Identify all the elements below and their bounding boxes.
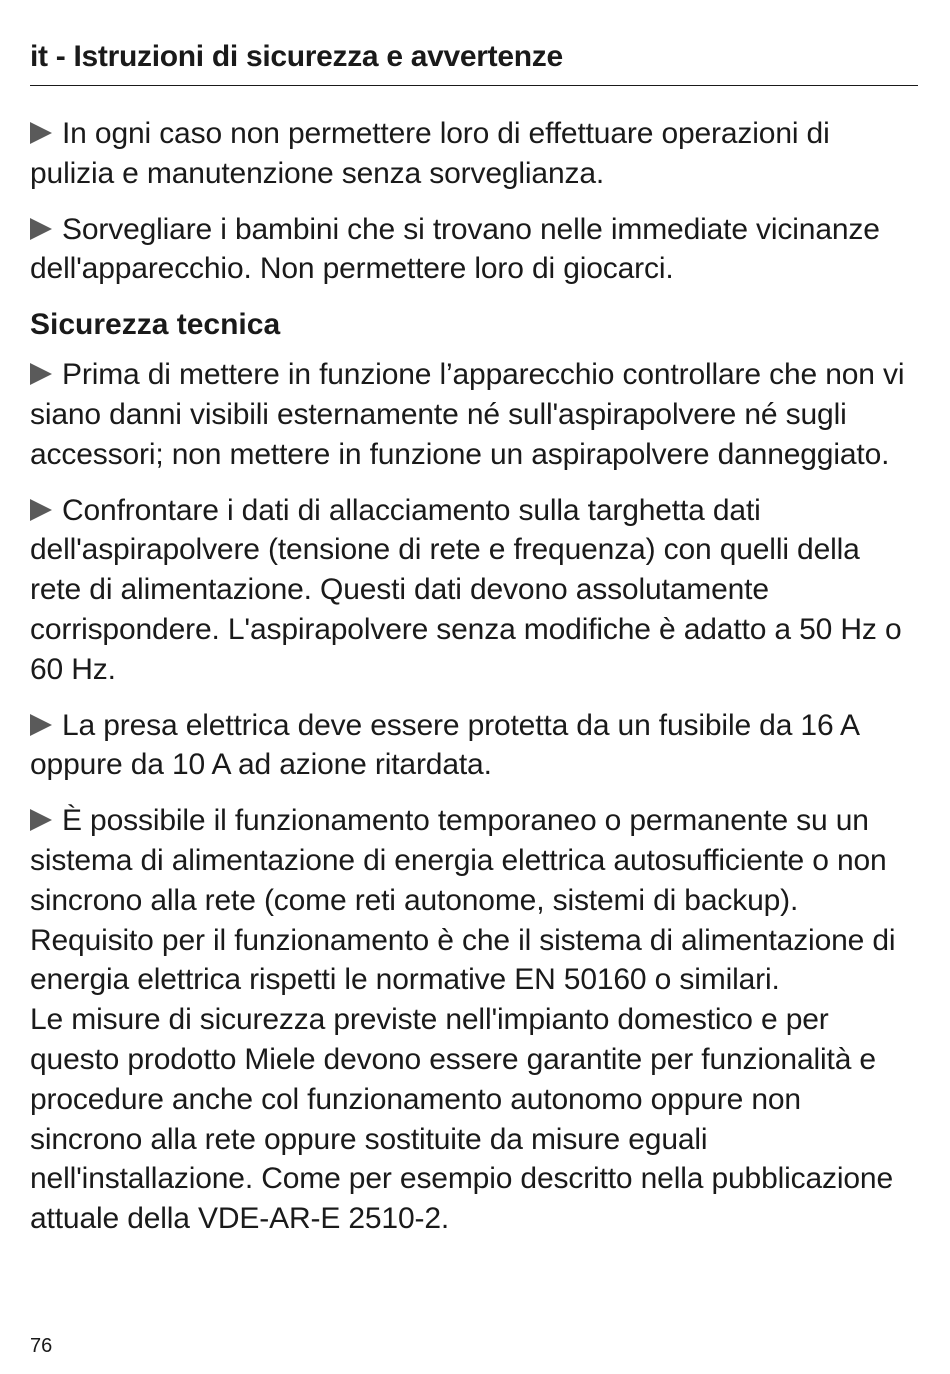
- instruction-paragraph: [30, 491, 918, 690]
- triangle-right-icon: [30, 363, 52, 385]
- paragraph-text: Prima di mettere in funzione l’apparecchio controllare che non vi siano danni visibili esternamente né sull'aspirapolvere né sugli accessori; non mettere in funzione un aspirapolvere danneggiato.: [30, 358, 905, 471]
- body-paragraph: Le misure di sicurezza previste nell'impianto domestico e per questo prodotto Miele devono essere garantite per funzionalità e procedure anche col funzionamento autonomo oppure non sincrono alla rete oppure sostituite da misure eguali nell'installazione. Come per esempio descritto nella pubblicazione attuale della VDE-AR-E 2510-2.: [30, 1003, 893, 1236]
- page-header: [30, 38, 918, 86]
- paragraph-text: È possibile il funzionamento temporaneo o permanente su un sistema di alimentazione di energia elettrica autosufficiente o non sincrono alla rete (come reti autonome, sistemi di backup). Requisito per il funzionamento è che il sistema di alimentazione di energia elettrica rispetti le normative EN 50160 o similari.: [30, 804, 896, 997]
- triangle-right-icon: [30, 499, 52, 521]
- triangle-right-icon: [30, 218, 52, 240]
- section-heading: Sicurezza tecnica: [30, 308, 281, 342]
- paragraph-text: Sorvegliare i bambini che si trovano nelle immediate vicinanze dell'apparecchio. Non permettere loro di giocarci.: [30, 212, 880, 286]
- instruction-paragraph: [30, 355, 918, 474]
- document-body: [30, 114, 918, 1239]
- paragraph-text: In ogni caso non permettere loro di effettuare operazioni di pulizia e manutenzione senza sorveglianza.: [30, 117, 830, 190]
- triangle-right-icon: [30, 122, 52, 144]
- instruction-paragraph: [30, 210, 918, 290]
- header-title: it - Istruzioni di sicurezza e avvertenze: [30, 40, 563, 73]
- instruction-paragraph: [30, 114, 918, 194]
- triangle-right-icon: [30, 809, 52, 831]
- paragraph-text: La presa elettrica deve essere protetta da un fusibile da 16 A oppure da 10 A ad azione ritardata.: [30, 708, 859, 782]
- page-number: 76: [30, 1335, 53, 1357]
- triangle-right-icon: [30, 714, 52, 736]
- paragraph-text: Confrontare i dati di allacciamento sulla targhetta dati dell'aspirapolvere (tensione di rete e frequenza) con quelli della rete di alimentazione. Questi dati devono assolutamente corrispondere. L'aspirapolvere senza modifiche è adatto a 50 Hz o 60 Hz.: [30, 493, 902, 686]
- instruction-paragraph: [30, 801, 918, 1000]
- instruction-paragraph: [30, 706, 918, 786]
